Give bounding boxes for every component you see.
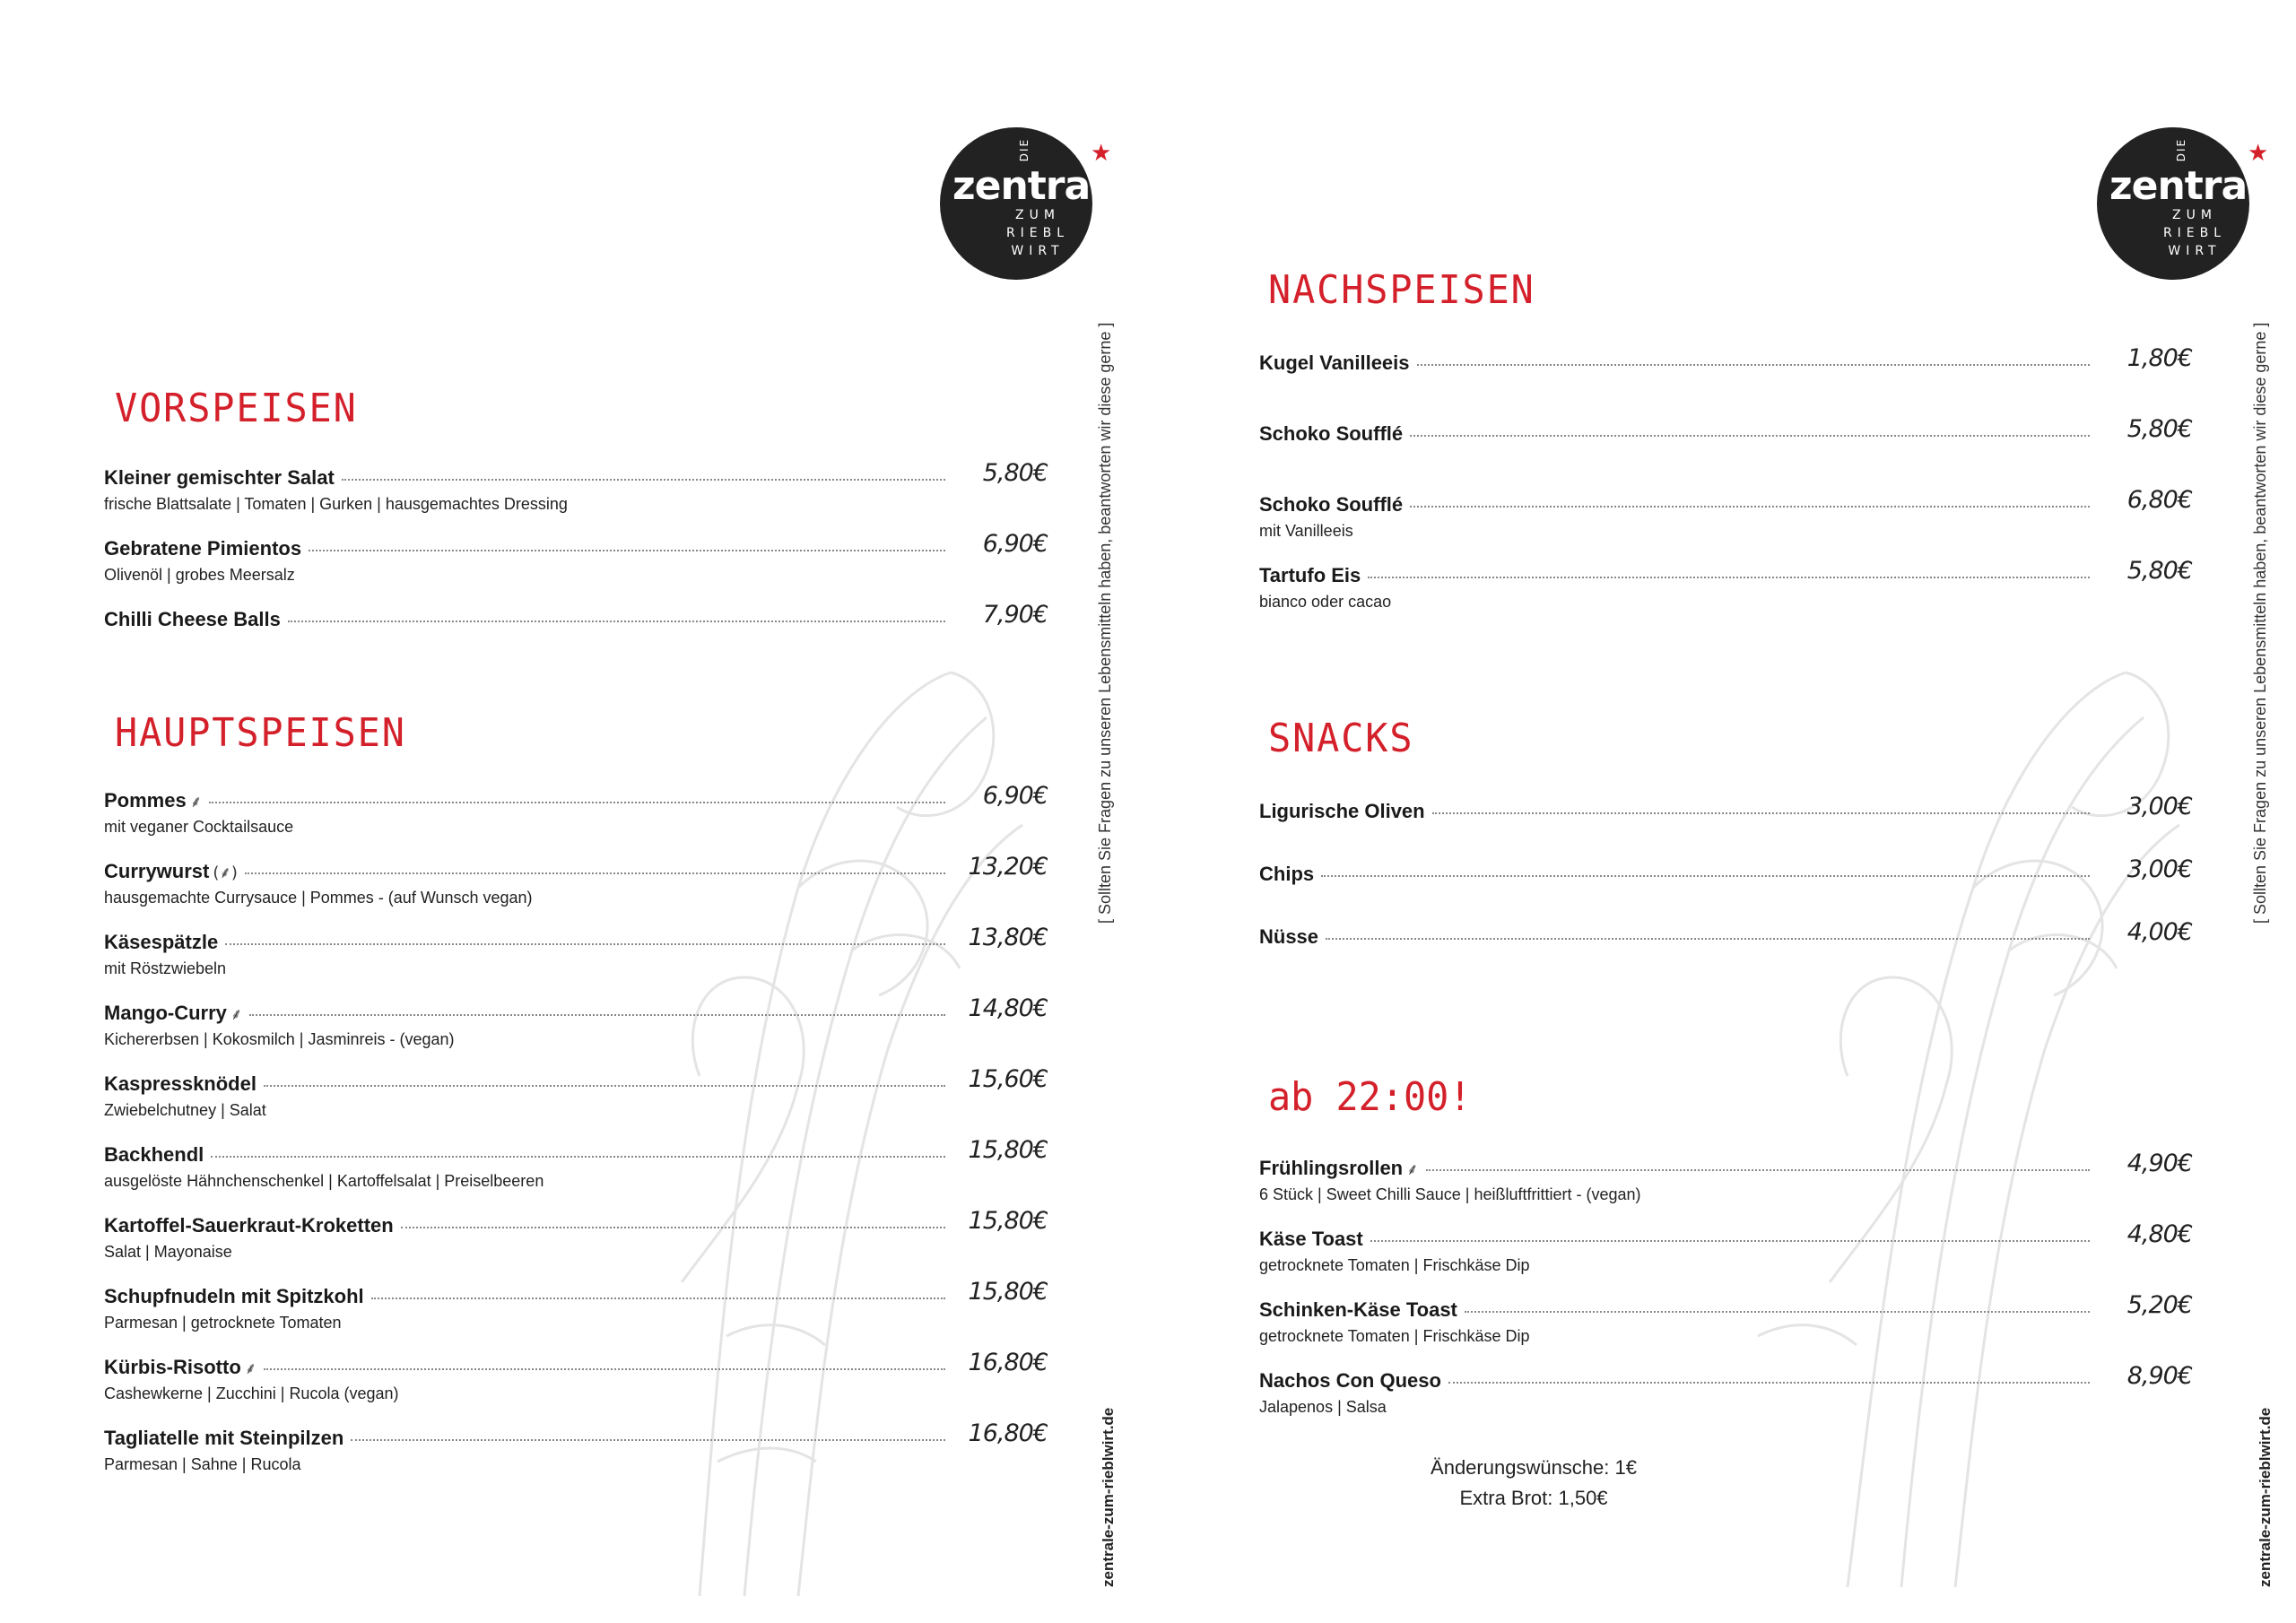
menu-item-row [1259, 1298, 2095, 1324]
menu-item-price: 6,90€ [982, 782, 1048, 810]
logo-sub-text: ZUM RIEBL WIRT [2162, 208, 2227, 258]
dotted-leader [1326, 938, 2090, 940]
menu-item-description: mit Vanilleeis [1259, 522, 1353, 540]
menu-item-description: Jalapenos | Salsa [1259, 1398, 1387, 1416]
menu-item [104, 782, 1048, 860]
menu-item [1259, 1150, 2192, 1228]
menu-item-row [1259, 863, 2095, 888]
menu-item [1259, 486, 2192, 564]
menu-item-name: Schoko Soufflé [1259, 493, 1404, 516]
menu-item-row [1259, 925, 2095, 950]
footer-notes [1399, 1453, 1668, 1514]
dotted-leader [371, 1298, 945, 1299]
menu-item [1259, 557, 2192, 635]
menu-item-price: 4,80€ [2126, 1220, 2192, 1248]
vegan-leaf-icon: ⸙ [189, 793, 203, 812]
menu-item-row [104, 860, 951, 885]
logo-die-text: DIE [1018, 137, 1031, 162]
menu-item-description: bianco oder cacao [1259, 593, 1392, 611]
menu-item-description: getrocknete Tomaten | Frischkäse Dip [1259, 1327, 1530, 1345]
menu-item [104, 530, 1048, 608]
section-hauptspeisen [104, 782, 1048, 1497]
menu-item-description: Zwiebelchutney | Salat [104, 1101, 266, 1119]
menu-item-price: 5,80€ [982, 459, 1048, 487]
menu-item-row [104, 1002, 951, 1027]
menu-item-price: 16,80€ [968, 1419, 1048, 1447]
dotted-leader [309, 550, 945, 551]
dotted-leader [1410, 506, 2090, 508]
menu-item-price: 5,80€ [2126, 557, 2192, 585]
menu-item-price: 15,80€ [968, 1278, 1048, 1306]
dotted-leader [211, 1156, 945, 1158]
menu-item-row [104, 789, 951, 814]
dotted-leader [342, 479, 945, 481]
menu-item-price: 15,80€ [968, 1207, 1048, 1235]
dotted-leader [249, 1014, 945, 1016]
heading-nachspeisen: NACHSPEISEN [1268, 267, 1535, 313]
menu-item-row [1259, 1228, 2095, 1253]
menu-item-name: Currywurst [104, 860, 210, 882]
menu-item [104, 994, 1048, 1072]
menu-item-price: 14,80€ [968, 994, 1048, 1022]
section-late-night [1259, 1150, 2192, 1440]
menu-item-description: mit veganer Cocktailsauce [104, 818, 294, 836]
menu-item-row [1259, 352, 2095, 377]
menu-item [104, 1278, 1048, 1356]
menu-item [1259, 1362, 2192, 1440]
menu-item-row [104, 1285, 951, 1310]
menu-item-description: ausgelöste Hähnchenschenkel | Kartoffelsalat | Preiselbeeren [104, 1172, 544, 1190]
menu-item-price: 3,00€ [2126, 855, 2192, 883]
menu-item-price: 5,20€ [2126, 1291, 2192, 1319]
menu-item-price: 13,20€ [968, 853, 1048, 881]
menu-item-row [1259, 1157, 2095, 1182]
menu-item [1259, 1220, 2192, 1298]
menu-item-row [104, 1356, 951, 1381]
dotted-leader [288, 621, 945, 622]
menu-item-name: Backhendl [104, 1143, 204, 1166]
menu-item-description: Kichererbsen | Kokosmilch | Jasminreis - (vegan) [104, 1030, 455, 1048]
menu-item [104, 1065, 1048, 1143]
menu-item-row [1259, 1369, 2095, 1394]
dotted-leader [1448, 1382, 2090, 1384]
menu-item [104, 459, 1048, 537]
menu-item [1259, 793, 2192, 863]
dotted-leader [1465, 1311, 2090, 1313]
menu-item-price: 3,00€ [2126, 793, 2192, 820]
heading-late-night: ab 22:00! [1268, 1074, 1472, 1120]
dotted-leader [264, 1085, 945, 1087]
menu-item-name: Tagliatelle mit Steinpilzen [104, 1427, 344, 1449]
dotted-leader [1321, 875, 2090, 877]
menu-item-price: 6,90€ [982, 530, 1048, 558]
section-vorspeisen [104, 459, 1048, 679]
vegan-leaf-icon: ⸙ [1406, 1160, 1419, 1179]
vegan-leaf-icon: (⸙) [213, 864, 238, 882]
menu-item-name: Kleiner gemischter Salat [104, 466, 335, 489]
menu-item-name: Mango-Curry [104, 1002, 227, 1024]
menu-item-price: 6,80€ [2126, 486, 2192, 514]
menu-item-name: Schinken-Käse Toast [1259, 1298, 1457, 1321]
menu-item-description: getrocknete Tomaten | Frischkäse Dip [1259, 1256, 1530, 1274]
menu-item-price: 7,90€ [982, 601, 1048, 629]
menu-item-description: Parmesan | Sahne | Rucola [104, 1455, 301, 1473]
menu-item-name: Chilli Cheese Balls [104, 608, 281, 630]
menu-item-price: 1,80€ [2126, 344, 2192, 372]
menu-item-name: Ligurische Oliven [1259, 800, 1425, 822]
dotted-leader [1368, 577, 2090, 578]
dotted-leader [1370, 1240, 2090, 1242]
vegan-leaf-icon: ⸙ [230, 1005, 243, 1024]
menu-item-name: Tartufo Eis [1259, 564, 1361, 586]
menu-item-name: Kugel Vanilleeis [1259, 352, 1410, 374]
menu-item-description: Olivenöl | grobes Meersalz [104, 566, 295, 584]
menu-item-description: Parmesan | getrocknete Tomaten [104, 1314, 342, 1332]
menu-item-row [1259, 564, 2095, 589]
menu-item-row [104, 1143, 951, 1168]
dotted-leader [245, 872, 945, 874]
menu-item-price: 16,80€ [968, 1349, 1048, 1376]
dotted-leader [209, 802, 945, 803]
menu-item-row [104, 1214, 951, 1239]
footer-change-fee: Änderungswünsche: 1€ [1431, 1456, 1637, 1479]
menu-item [104, 853, 1048, 931]
website-url: zentrale-zum-rieblwirt.de [1100, 1407, 1117, 1587]
menu-item-price: 5,80€ [2126, 415, 2192, 443]
menu-item-name: Nachos Con Queso [1259, 1369, 1441, 1392]
zentrale-logo [940, 127, 1129, 280]
menu-item-row [104, 1072, 951, 1098]
menu-item-row [1259, 422, 2095, 447]
menu-item-row [104, 1427, 951, 1452]
menu-item-name: Pommes [104, 789, 187, 812]
menu-item-description: 6 Stück | Sweet Chilli Sauce | heißluftfrittiert - (vegan) [1259, 1185, 1641, 1203]
heading-vorspeisen: VORSPEISEN [115, 386, 358, 431]
dotted-leader [1417, 364, 2090, 366]
menu-item-price: 13,80€ [968, 924, 1048, 951]
logo-sub-text: ZUM RIEBL WIRT [1005, 208, 1070, 258]
menu-item [1259, 918, 2192, 988]
logo-brand-text: zentrale [952, 163, 1129, 209]
menu-item [104, 1136, 1048, 1214]
section-snacks [1259, 793, 2192, 988]
menu-item-description: mit Röstzwiebeln [104, 959, 227, 977]
menu-item-name: Kürbis-Risotto [104, 1356, 241, 1378]
website-url: zentrale-zum-rieblwirt.de [2257, 1407, 2274, 1587]
menu-item-name: Schupfnudeln mit Spitzkohl [104, 1285, 364, 1307]
side-note-text: [ Sollten Sie Fragen zu unseren Lebensmitteln haben, beantworten wir diese gerne ] [1096, 322, 1114, 924]
menu-item-price: 15,60€ [968, 1065, 1048, 1093]
footer-extra-bread: Extra Brot: 1,50€ [1459, 1487, 1608, 1509]
menu-item-row [104, 931, 951, 956]
dotted-leader [1432, 812, 2090, 814]
menu-item-price: 15,80€ [968, 1136, 1048, 1164]
dotted-leader [1410, 435, 2090, 437]
menu-item-row [1259, 800, 2095, 825]
menu-item-description: Cashewkerne | Zucchini | Rucola (vegan) [104, 1384, 399, 1402]
dotted-leader [351, 1439, 945, 1441]
menu-item [104, 1207, 1048, 1285]
menu-item [104, 924, 1048, 1002]
star-icon: ★ [1091, 140, 1112, 167]
dotted-leader [401, 1227, 945, 1228]
menu-item [1259, 1291, 2192, 1369]
menu-item [104, 601, 1048, 679]
menu-item-price: 4,90€ [2126, 1150, 2192, 1177]
menu-item-description: frische Blattsalate | Tomaten | Gurken | hausgemachtes Dressing [104, 495, 568, 513]
logo-brand-text: zentrale [2109, 163, 2286, 209]
menu-item-row [104, 537, 951, 562]
menu-item-name: Gebratene Pimientos [104, 537, 302, 560]
dotted-leader [1426, 1169, 2090, 1171]
heading-snacks: SNACKS [1268, 716, 1414, 761]
menu-item [104, 1419, 1048, 1497]
menu-item-row [104, 466, 951, 491]
menu-item-row [1259, 493, 2095, 518]
side-note-text: [ Sollten Sie Fragen zu unseren Lebensmitteln haben, beantworten wir diese gerne ] [2251, 322, 2269, 924]
dotted-leader [264, 1368, 945, 1370]
menu-item-name: Käsespätzle [104, 931, 219, 953]
menu-item-name: Chips [1259, 863, 1315, 885]
menu-item-name: Frühlingsrollen [1259, 1157, 1404, 1179]
menu-item-name: Nüsse [1259, 925, 1319, 948]
menu-item-description: hausgemachte Currysauce | Pommes - (auf Wunsch vegan) [104, 889, 533, 907]
menu-item [104, 1349, 1048, 1427]
menu-item-price: 4,00€ [2126, 918, 2192, 946]
vegan-leaf-icon: ⸙ [244, 1359, 257, 1378]
menu-item-description: Salat | Mayonaise [104, 1243, 232, 1261]
menu-item [1259, 344, 2192, 422]
menu-item-name: Käse Toast [1259, 1228, 1363, 1250]
star-icon: ★ [2248, 140, 2269, 167]
menu-item-name: Kartoffel-Sauerkraut-Kroketten [104, 1214, 394, 1237]
dotted-leader [225, 943, 945, 945]
menu-page-right [1148, 0, 2296, 1623]
heading-hauptspeisen: HAUPTSPEISEN [115, 710, 406, 756]
zentrale-logo [2097, 127, 2286, 280]
menu-item-price: 8,90€ [2126, 1362, 2192, 1390]
logo-die-text: DIE [2175, 137, 2187, 162]
menu-item-row [104, 608, 951, 633]
menu-item-name: Schoko Soufflé [1259, 422, 1404, 445]
section-nachspeisen [1259, 344, 2192, 635]
menu-item [1259, 415, 2192, 493]
menu-item [1259, 855, 2192, 925]
menu-item-name: Kaspressknödel [104, 1072, 257, 1095]
